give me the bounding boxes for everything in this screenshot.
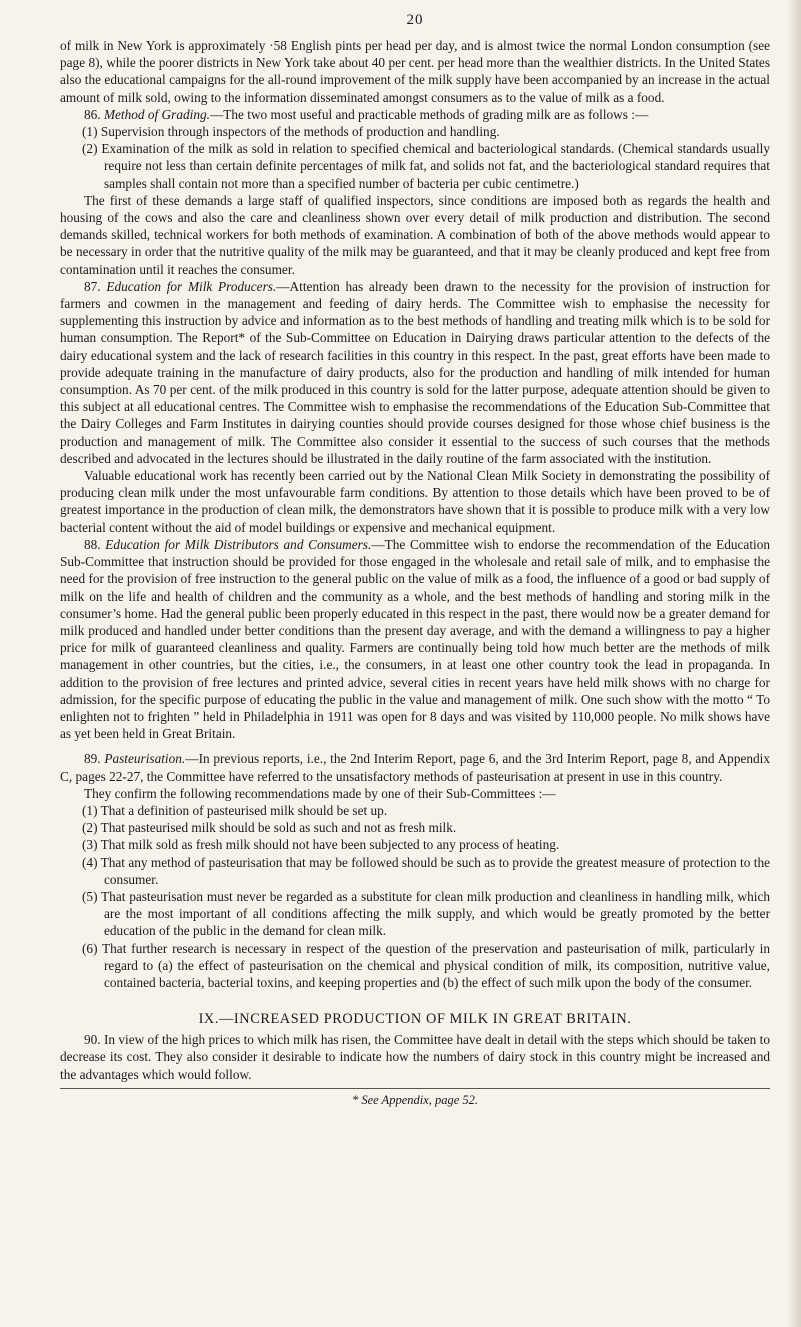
intro-paragraph: of milk in New York is approximately ·58 English pints per head per day, and is almost twice the normal London consumption (see page 8), while the poorer districts in New York take about 40 per cent. per head more than the wealthier districts. In the United States also the educational campaigns for the all-round improvement of the milk supply have been accompanied by an increase in the actual amount of milk sold, owing to the information disseminated amongst consumers as to the value of milk as a food. xyxy=(60,38,770,105)
list-item: (6) That further research is necessary in respect of the question of the preservation and pasteurisation of milk, particularly in regard to (a) the effect of pasteurisation on the chemical and physical condition of milk, its composition, nutritive value, contained bacteria, bacterial toxins, and keeping properties and (b) the effect of such milk upon the body of the consumer. xyxy=(82,940,770,990)
paragraph-86-followup: The first of these demands a large staff of qualified inspectors, since conditions are imposed both as regards the health and housing of the cows and also the care and cleanliness shown over every detail of milk production and distribution. The second demands skilled, technical workers for both methods of examination. A combination of both of the above methods would appear to be necessary in order that the nutritive quality of the milk may be guaranteed, and that it may be cleanly produced and kept free from contamination until it reaches the consumer. xyxy=(60,192,770,277)
list-item: (1) That a definition of pasteurised milk should be set up. xyxy=(82,802,388,818)
section-heading: IX.—INCREASED PRODUCTION OF MILK IN GREAT BRITAIN. xyxy=(198,1011,632,1028)
footnote: * See Appendix, page 52. xyxy=(351,1092,479,1107)
footnote-divider xyxy=(60,1088,770,1089)
paragraph-87 xyxy=(60,278,770,467)
list-item: (1) Supervision through inspectors of the methods of production and handling. xyxy=(82,124,500,140)
spacer xyxy=(60,742,770,750)
paragraph-86 xyxy=(60,106,770,123)
paragraph-number: 88. xyxy=(84,536,101,552)
paragraph-number: 90. xyxy=(84,1032,101,1048)
paragraph-text: —In previous reports, i.e., the 2nd Interim Report, page 6, and the 3rd Interim Report, page 8, and Appendix C, pages 22-27, the Committee have referred to the unsatisfactory methods of pasteurisation at present in use in this country. xyxy=(60,751,771,784)
paragraph-number: 86. xyxy=(84,106,101,122)
paragraph-89 xyxy=(60,750,770,784)
paragraph-88 xyxy=(60,536,770,742)
paragraph-89-lead: They confirm the following recommendations made by one of their Sub-Committees :— xyxy=(84,785,556,801)
list-item: (4) That any method of pasteurisation that may be followed should be such as to provide the greatest measure of protection to the consumer. xyxy=(82,854,770,887)
paragraph-heading: Method of Grading. xyxy=(103,106,210,122)
list-item: (3) That milk sold as fresh milk should not have been subjected to any process of heating. xyxy=(82,837,560,853)
paragraph-heading: Education for Milk Producers. xyxy=(106,278,277,294)
paragraph-text: —The Committee wish to endorse the recommendation of the Education Sub-Committee that instruction should be provided for those engaged in the wholesale and retail sale of milk, and to emphasise the need for the provision of free instruction to the general public on the value of milk as a food, the influence of a good or bad supply of milk on the life and health of children and the community as a whole, and the best methods of handling and storing milk in the consumer’s home. Had the general public been properly educated in this respect in the past, there would now be a greater demand for milk produced and handled under better conditions than the present day average, and with the demand a willingness to pay a higher price for milk of guaranteed cleanliness and quality. Farmers are continually being told how much better are the methods of milk management in other countries, but the cities, i.e., the consumers, in at least one other country took the lead in propaganda. In addition to the provision of free lectures and printed advice, several cities in recent years have held milk shows with no charge for admission, for the specific purpose of educating the public in the value and management of milk. One such show with the motto “ To enlighten not to frighten ” held in Philadelphia in 1911 was open for 8 days and was visited by 110,000 people. No milk shows have as yet been held in Great Britain. xyxy=(60,536,771,742)
paragraph-87-followup: Valuable educational work has recently been carried out by the National Clean Milk Society in demonstrating the possibility of producing clean milk under the most unfavourable farm conditions. By attention to those details which have been proved to be of greatest importance in the production of clean milk, the demonstrators have shown that it is possible to produce milk with a very low bacterial content without the aid of model buildings or expensive and mechanical equipment. xyxy=(60,468,770,535)
paragraph-number: 89. xyxy=(84,751,101,767)
list-item: (2) That pasteurised milk should be sold as such and not as fresh milk. xyxy=(82,820,457,836)
pasteurisation-recommendations-list xyxy=(82,802,770,991)
paragraph-heading: Pasteurisation. xyxy=(104,751,186,767)
paragraph-text: —Attention has already been drawn to the necessity for the provision of instruction for farmers and cowmen in the management and feeding of dairy herds. The Committee wish to emphasise the necessity for supplementing this instruction by advice and information as to the best methods of handling and treating milk which is to be sold for human consumption. The Report* of the Sub-Committee on Education in Dairying draws particular attention to the defects of the dairy educational system and the lack of research facilities in this country in this respect. In the past, great efforts have been made to provide adequate training in the manufacture of dairy products, also for the production and handling of milk intended for human consumption. As 70 per cent. of the milk produced in this country is sold for the latter purpose, adequate attention should be given to this subject at all educational centres. The Committee wish to emphasise the recommendations of the Education Sub-Committee that the Dairy Colleges and Farm Institutes in dairying counties should provide courses designed for those whose chief business is the production and management of milk. The Committee also consider it essential to the success of such courses that the methods described and advocated in the lectures should be illustrated in the daily routine of the farm associated with the institution. xyxy=(60,278,770,466)
page-edge-shadow xyxy=(787,0,801,1327)
page-content xyxy=(60,12,770,1108)
paragraph-text: In view of the high prices to which milk has risen, the Committee have dealt in detail with the steps which should be taken to decrease its cost. They also consider it desirable to indicate how the numbers of dairy stock in this country might be increased and the advantages which would follow. xyxy=(60,1032,770,1082)
page-number: 20 xyxy=(406,12,424,28)
list-item: (5) That pasteurisation must never be regarded as a substitute for clean milk production and cleanliness in handling milk, which are the most important of all conditions affecting the milk supply, and which would be greatly promoted by the better education of the public in the demand for clean milk. xyxy=(82,888,770,939)
paragraph-text: —The two most useful and practicable methods of grading milk are as follows :— xyxy=(209,106,649,122)
grading-methods-list xyxy=(82,123,770,192)
paragraph-heading: Education for Milk Distributors and Consumers. xyxy=(105,536,372,552)
paragraph-90 xyxy=(60,1031,770,1083)
paragraph-number: 87. xyxy=(84,278,101,294)
list-item: (2) Examination of the milk as sold in relation to specified chemical and bacteriological standards. (Chemical standards usually require not less than certain definite percentages of milk fat, and solids not fat, and the bacteriological standard requires that samples shall contain not more than a specified number of bacteria per cubic centimetre.) xyxy=(82,141,770,191)
